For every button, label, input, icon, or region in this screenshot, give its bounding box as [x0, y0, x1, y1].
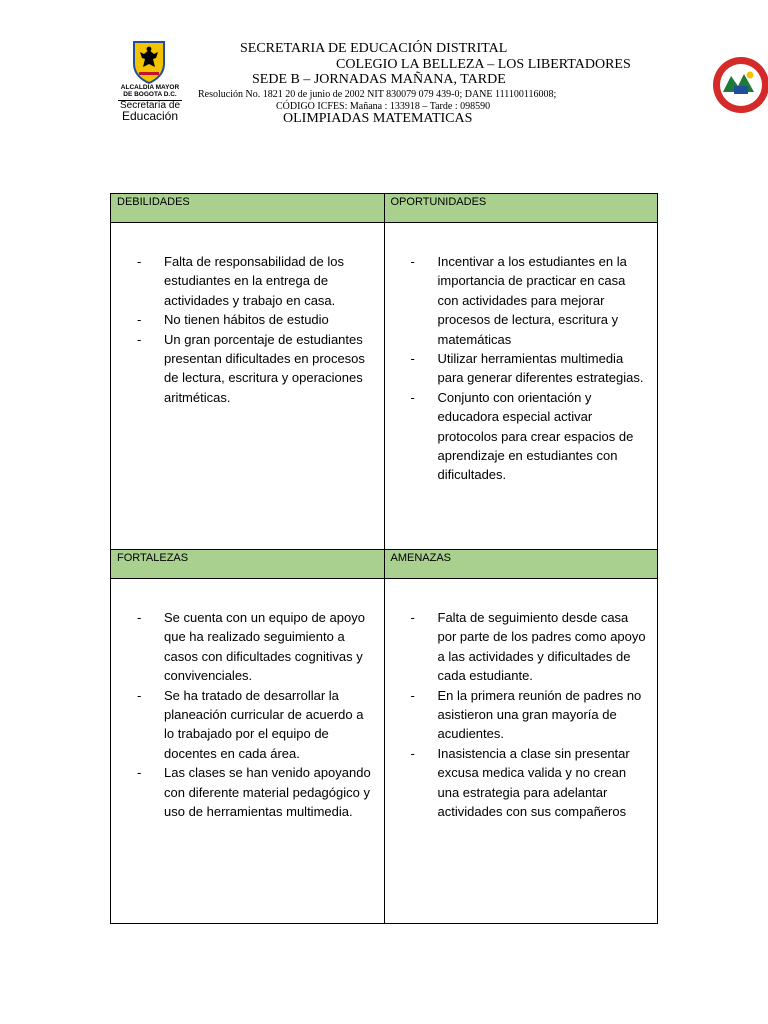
- amenazas-cell: [384, 579, 658, 924]
- oportunidades-cell: [384, 223, 658, 550]
- bogota-coat-of-arms-icon: [131, 40, 167, 84]
- list-item: - No tienen hábitos de estudio: [137, 310, 374, 329]
- list-item: - Incentivar a los estudiantes en la importancia de practicar en casa con actividades para mejorar procesos de lectura, escritura y matemáticas: [411, 252, 648, 349]
- list-item: - Inasistencia a clase sin presentar excusa medica valida y no crean una estrategia para adelantar actividades con sus compañeros: [411, 744, 648, 822]
- secretaria-logo: [100, 40, 200, 124]
- list-item: - Conjunto con orientación y educadora especial activar protocolos para crear espacios de aprendizaje en estudiantes con dificultades.: [411, 388, 648, 485]
- document-title: OLIMPIADAS MATEMATICAS: [283, 111, 473, 126]
- list-item: - Utilizar herramientas multimedia para generar diferentes estrategias.: [411, 349, 648, 388]
- foda-table: [110, 193, 658, 924]
- table-row: [111, 550, 658, 579]
- debilidades-header: DEBILIDADES: [111, 194, 385, 223]
- header-colegio: COLEGIO LA BELLEZA – LOS LIBERTADORES: [336, 57, 631, 72]
- debilidades-cell: [111, 223, 385, 550]
- alcaldia-label: ALCALDIA MAYOR DE BOGOTA D.C.: [120, 84, 180, 98]
- table-row: [111, 223, 658, 550]
- list-item: - Falta de seguimiento desde casa por parte de los padres como apoyo a las actividades y dificultades de cada estudiante.: [411, 608, 648, 686]
- oportunidades-list: [385, 223, 658, 485]
- list-item: - Se ha tratado de desarrollar la planeación curricular de acuerdo a lo trabajado por el equipo de docentes en cada área.: [137, 686, 374, 764]
- table-row: [111, 579, 658, 924]
- amenazas-list: [385, 579, 658, 821]
- educacion-label: Educación: [121, 109, 179, 123]
- table-row: [111, 194, 658, 223]
- list-item: - Se cuenta con un equipo de apoyo que ha realizado seguimiento a casos con dificultades cognitivas y convivenciales.: [137, 608, 374, 686]
- secretaria-label: Secretaría de: [119, 100, 181, 111]
- header-resolucion: Resolución No. 1821 20 de junio de 2002 NIT 830079 079 439-0; DANE 111100116008;: [198, 89, 557, 100]
- debilidades-list: [111, 223, 384, 407]
- fortalezas-header: FORTALEZAS: [111, 550, 385, 579]
- list-item: - En la primera reunión de padres no asistieron una gran mayoría de acudientes.: [411, 686, 648, 744]
- fortalezas-list: [111, 579, 384, 821]
- list-item: - Falta de responsabilidad de los estudiantes en la entrega de actividades y trabajo en casa.: [137, 252, 374, 310]
- header-codigo-icfes: CÓDIGO ICFES: Mañana : 133918 – Tarde : 098590: [276, 101, 491, 112]
- school-emblem-icon: [710, 56, 768, 116]
- oportunidades-header: OPORTUNIDADES: [384, 194, 658, 223]
- header-secretaria: SECRETARIA DE EDUCACIÓN DISTRITAL: [240, 41, 508, 56]
- amenazas-header: AMENAZAS: [384, 550, 658, 579]
- list-item: - Las clases se han venido apoyando con diferente material pedagógico y uso de herramientas multimedia.: [137, 763, 374, 821]
- fortalezas-cell: [111, 579, 385, 924]
- list-item: - Un gran porcentaje de estudiantes presentan dificultades en procesos de lectura, escritura y operaciones aritméticas.: [137, 330, 374, 408]
- header-sede: SEDE B – JORNADAS MAÑANA, TARDE: [252, 72, 506, 87]
